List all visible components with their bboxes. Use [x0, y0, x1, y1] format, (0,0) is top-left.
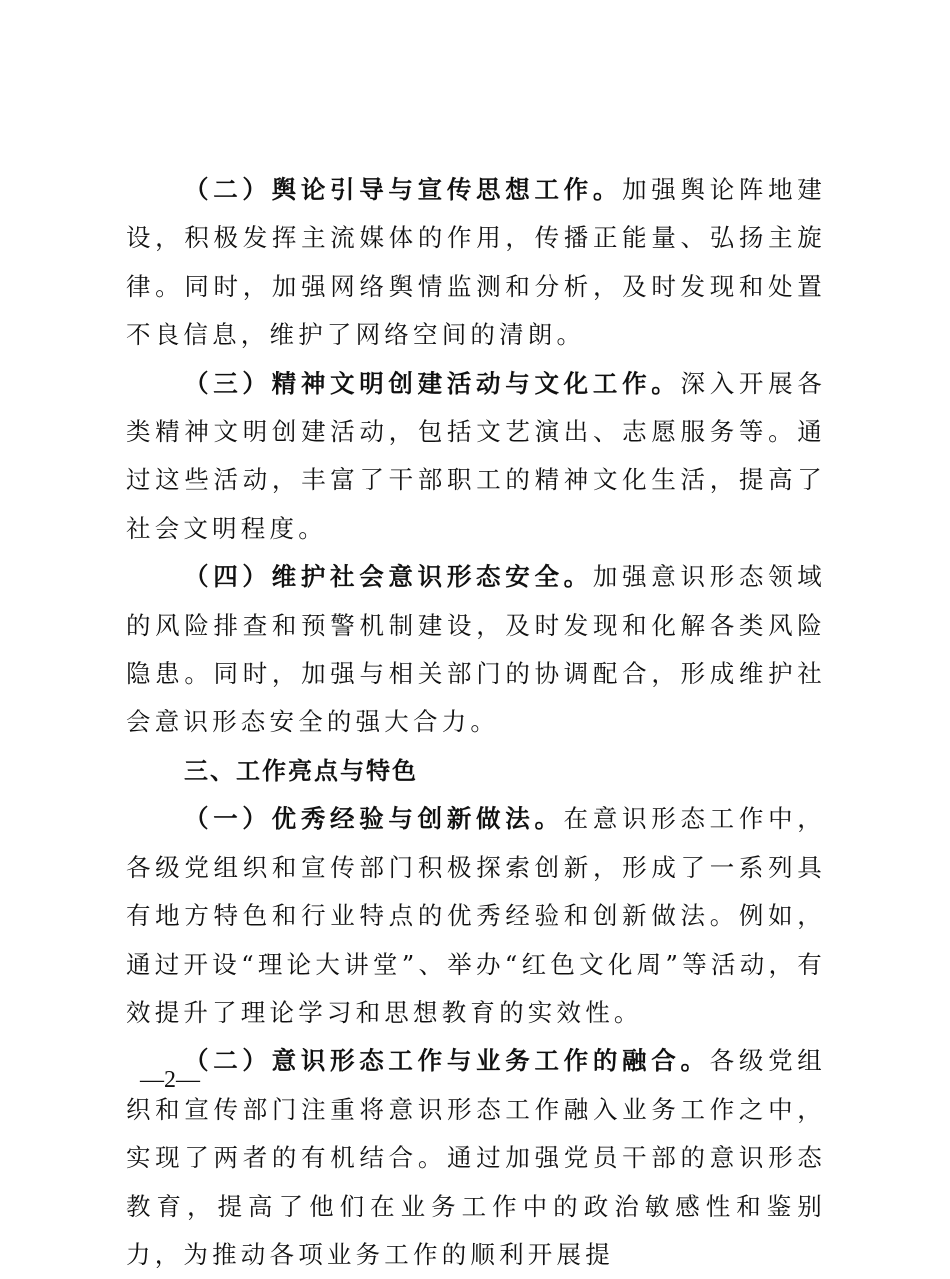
paragraph-lead: （一）优秀经验与创新做法。: [184, 804, 564, 834]
paragraph-text: 加强意识形态领域的风险排查和预警机制建设，及时发现和化解各类风险隐患。同时，加强与相关部门的协调配合，形成维护社会意识形态安全的强大合力。: [126, 562, 826, 737]
paragraph-text: 各级党组织和宣传部门注重将意识形态工作融入业务工作之中，实现了两者的有机结合。通过加强党员干部的意识形态教育，提高了他们在业务工作中的政治敏感性和鉴别力，为推动各项业务工作的顺利开展提: [126, 1046, 826, 1269]
paragraph-public-opinion: [126, 166, 826, 360]
paragraph-lead: （四）维护社会意识形态安全。: [184, 562, 593, 592]
paragraph-lead: （二）舆论引导与宣传思想工作。: [184, 175, 623, 204]
paragraph-spiritual-civilization: [126, 360, 826, 554]
paragraph-innovation: [126, 795, 826, 1037]
paragraph-lead: （二）意识形态工作与业务工作的融合。: [184, 1046, 710, 1076]
paragraph-lead: （三）精神文明创建活动与文化工作。: [184, 368, 681, 398]
paragraph-text: 在意识形态工作中，各级党组织和宣传部门积极探索创新，形成了一系列具有地方特色和行业特点的优秀经验和创新做法。例如，通过开设“理论大讲堂”、举办“红色文化周”等活动，有效提升了理论学习和思想教育的实效性。: [126, 804, 826, 1027]
paragraph-text: 深入开展各类精神文明创建活动，包括文艺演出、志愿服务等。通过这些活动，丰富了干部职工的精神文化生活，提高了社会文明程度。: [126, 368, 827, 543]
paragraph-ideology-security: [126, 553, 826, 747]
document-body: [126, 166, 826, 1279]
paragraph-integration: [126, 1037, 826, 1279]
section-heading: 三、工作亮点与特色: [184, 756, 418, 785]
paragraph-text: 加强舆论阵地建设，积极发挥主流媒体的作用，传播正能量、弘扬主旋律。同时，加强网络舆情监测和分析，及时发现和处置不良信息，维护了网络空间的清朗。: [126, 175, 827, 350]
page-number: —2—: [140, 1067, 200, 1093]
